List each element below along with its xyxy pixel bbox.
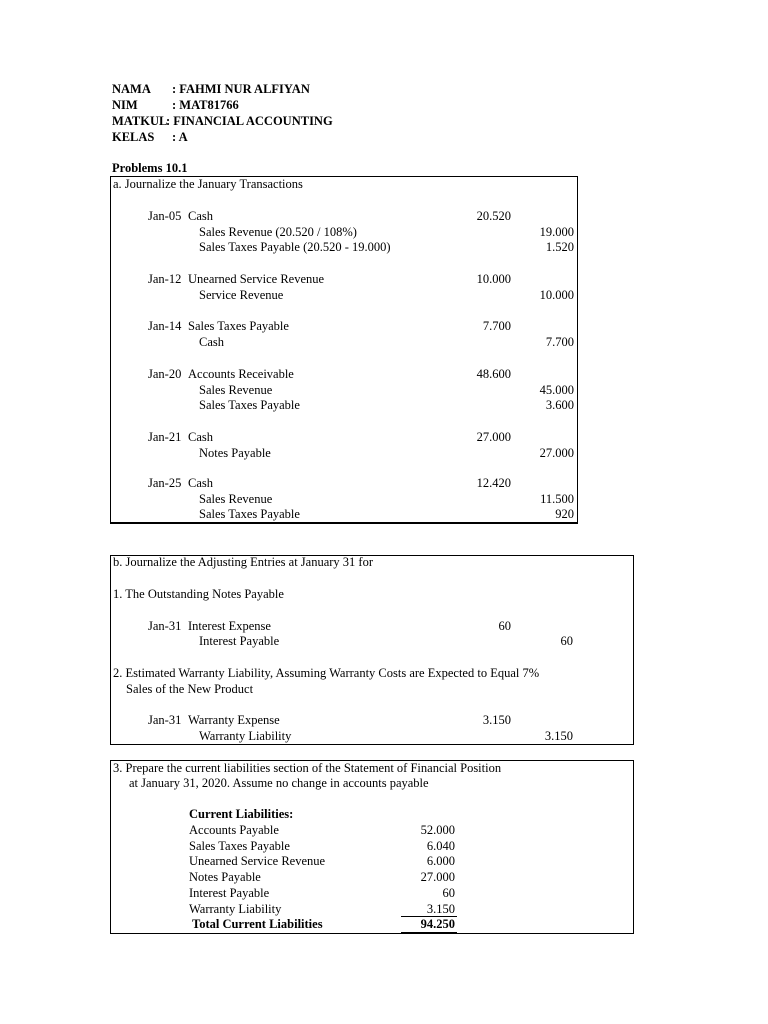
debit-account: Unearned Service Revenue [188, 272, 325, 286]
entry-date: Jan-21 [148, 430, 182, 444]
credit-account: Cash [199, 335, 224, 349]
debit-amount: 12.420 [476, 476, 511, 490]
nama-value: : FAHMI NUR ALFIYAN [172, 82, 310, 96]
credit-amount: 10.000 [539, 288, 574, 302]
nama-label: NAMA [112, 82, 151, 96]
credit-amount: 1.520 [545, 240, 574, 254]
debit-amount: 27.000 [476, 430, 511, 444]
credit-account: Notes Payable [199, 446, 271, 460]
matkul-label: MATKUL [112, 114, 168, 128]
credit-amount: 60 [560, 634, 573, 648]
entry-date: Jan-05 [148, 209, 182, 223]
total-amount: 94.250 [420, 917, 455, 931]
liability-amount: 6.040 [426, 839, 455, 853]
liability-label: Unearned Service Revenue [189, 854, 326, 868]
credit-account: Warranty Liability [199, 729, 292, 743]
debit-account: Warranty Expense [188, 713, 280, 727]
item1-title: 1. The Outstanding Notes Payable [113, 587, 284, 601]
liability-amount: 6.000 [426, 854, 455, 868]
credit-amount: 27.000 [539, 446, 574, 460]
credit-amount: 7.700 [545, 335, 574, 349]
liability-amount: 27.000 [420, 870, 455, 884]
kelas-value: : A [172, 130, 188, 144]
debit-account: Cash [188, 430, 213, 444]
entry-date: Jan-12 [148, 272, 182, 286]
credit-amount: 19.000 [539, 225, 574, 239]
total-label: Total Current Liabilities [192, 917, 323, 931]
entry-date: Jan-31 [148, 713, 182, 727]
debit-account: Sales Taxes Payable [188, 319, 289, 333]
credit-account: Service Revenue [199, 288, 284, 302]
debit-account: Cash [188, 209, 213, 223]
section-b-title: b. Journalize the Adjusting Entries at January 31 for [113, 555, 374, 569]
credit-account: Sales Taxes Payable (20.520 - 19.000) [199, 240, 391, 254]
current-liabilities-heading: Current Liabilities: [189, 807, 294, 821]
credit-account: Sales Revenue [199, 383, 273, 397]
matkul-value: : FINANCIAL ACCOUNTING [166, 114, 333, 128]
debit-amount: 3.150 [482, 713, 511, 727]
entry-date: Jan-31 [148, 619, 182, 633]
credit-account: Sales Taxes Payable [199, 398, 300, 412]
liability-amount: 52.000 [420, 823, 455, 837]
section-a-title: a. Journalize the January Transactions [113, 177, 303, 191]
credit-account: Sales Revenue (20.520 / 108%) [199, 225, 357, 239]
section-3-title-line1: 3. Prepare the current liabilities section of the Statement of Financial Position [113, 761, 502, 775]
liability-label: Notes Payable [189, 870, 261, 884]
item2-title-line1: 2. Estimated Warranty Liability, Assuming Warranty Costs are Expected to Equal 7% [113, 666, 540, 680]
credit-account: Sales Taxes Payable [199, 507, 300, 521]
debit-account: Interest Expense [188, 619, 271, 633]
total-double-rule [401, 932, 457, 933]
credit-amount: 920 [555, 507, 574, 521]
credit-amount: 3.600 [545, 398, 574, 412]
item2-title-line2: Sales of the New Product [126, 682, 254, 696]
problem-title: Problems 10.1 [112, 161, 188, 175]
liability-amount: 60 [442, 886, 455, 900]
credit-account: Sales Revenue [199, 492, 273, 506]
section-3-title-line2: at January 31, 2020. Assume no change in accounts payable [129, 776, 429, 790]
credit-amount: 11.500 [540, 492, 574, 506]
entry-date: Jan-25 [148, 476, 182, 490]
debit-amount: 60 [498, 619, 511, 633]
entry-date: Jan-14 [148, 319, 182, 333]
debit-amount: 7.700 [482, 319, 511, 333]
liability-label: Warranty Liability [189, 902, 282, 916]
credit-amount: 3.150 [544, 729, 573, 743]
kelas-label: KELAS [112, 130, 155, 144]
debit-account: Accounts Receivable [188, 367, 294, 381]
nim-value: : MAT81766 [172, 98, 239, 112]
debit-amount: 48.600 [476, 367, 511, 381]
debit-amount: 20.520 [476, 209, 511, 223]
liability-amount: 3.150 [426, 902, 455, 916]
credit-amount: 45.000 [539, 383, 574, 397]
liability-label: Accounts Payable [189, 823, 279, 837]
liability-label: Interest Payable [189, 886, 270, 900]
nim-label: NIM [112, 98, 138, 112]
debit-account: Cash [188, 476, 213, 490]
entry-date: Jan-20 [148, 367, 182, 381]
debit-amount: 10.000 [476, 272, 511, 286]
credit-account: Interest Payable [199, 634, 280, 648]
liability-label: Sales Taxes Payable [189, 839, 290, 853]
